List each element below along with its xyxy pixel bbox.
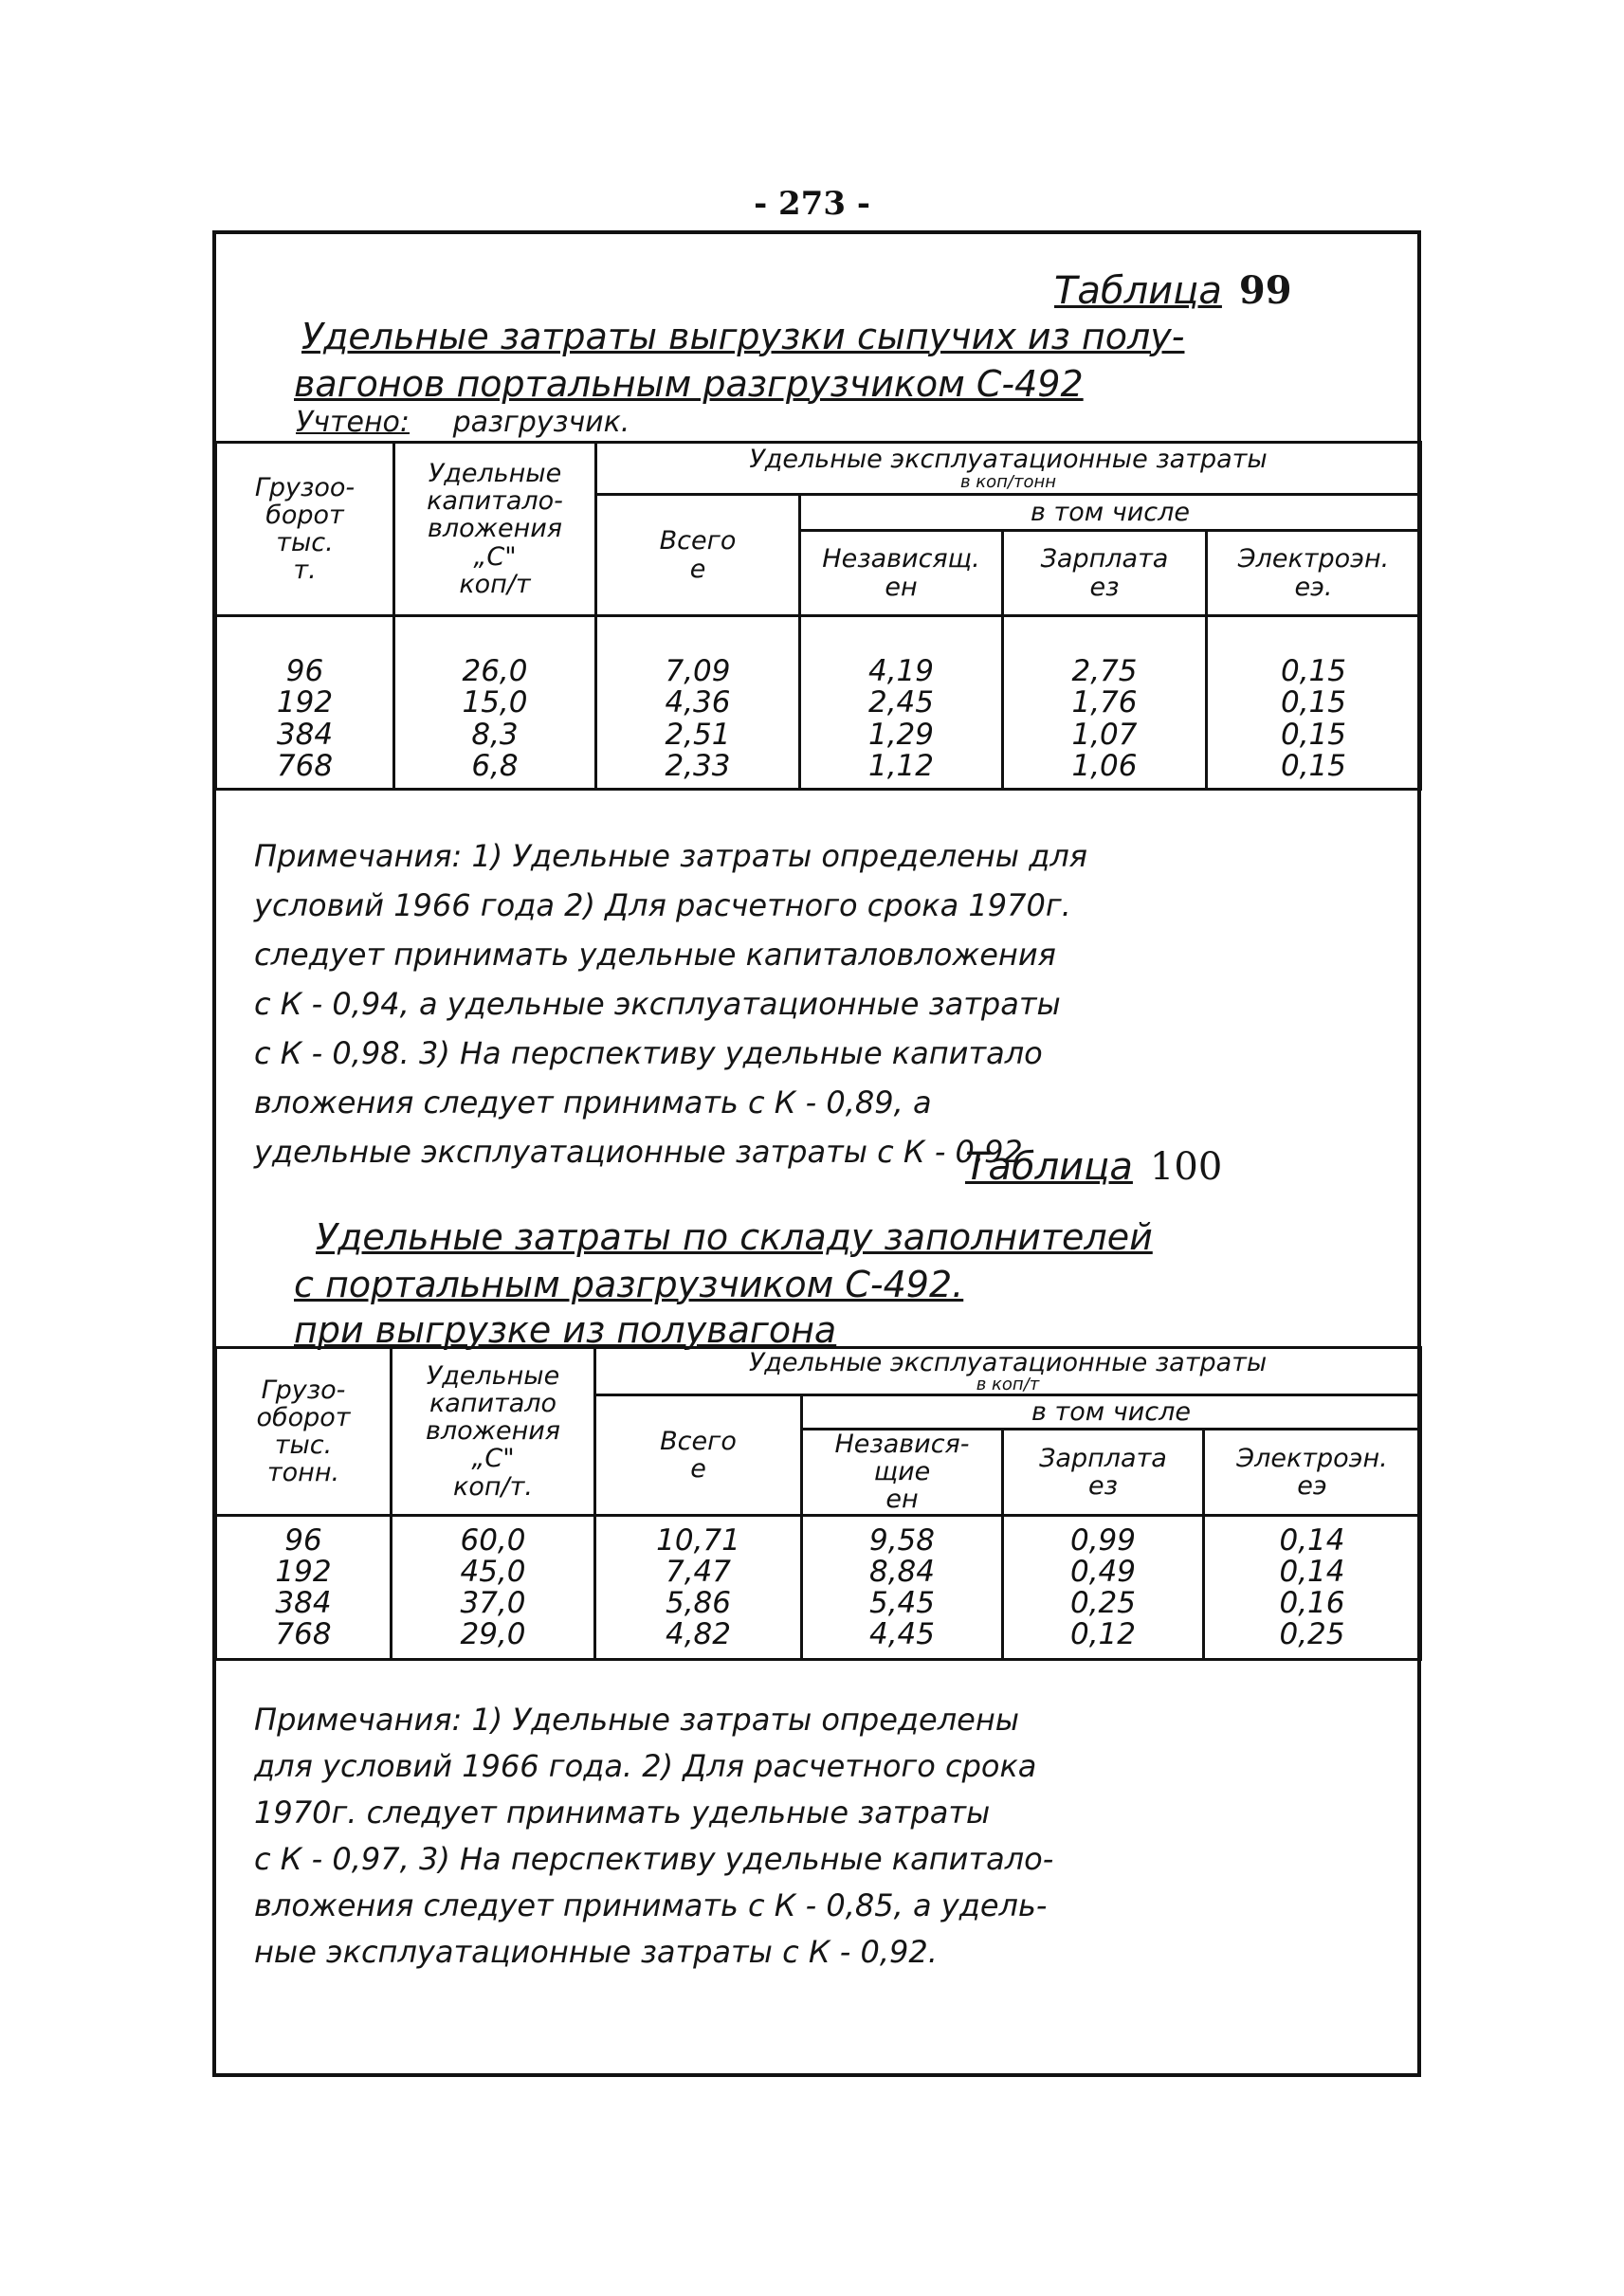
table-100-title-line-1: Удельные затраты по складу заполнителей — [316, 1216, 1153, 1258]
table-99-accounted — [296, 406, 630, 439]
note-line: условий 1966 года 2) Для расчетного срока 1970г. — [254, 887, 1071, 923]
header-total: Всего е — [596, 495, 800, 616]
table-99-label — [1054, 268, 1292, 313]
accounted-label: Учтено: — [296, 406, 411, 439]
header-turnover: Грузо- оборот тыс. тонн. — [216, 1348, 392, 1516]
table-100-number: 100 — [1149, 1145, 1223, 1189]
note-line: с К - 0,94, а удельные эксплуатационные затраты — [254, 986, 1061, 1022]
header-operating-unit: в коп/тонн — [959, 471, 1057, 492]
header-capital: Удельные капитало вложения „С" коп/т. — [392, 1348, 595, 1516]
note-line: Примечания: 1) Удельные затраты определены — [254, 1702, 1020, 1738]
column-total: 10,71 7,47 5,86 4,82 — [595, 1515, 802, 1659]
header-salary: Зарплата ез — [1003, 1430, 1204, 1515]
table-99 — [214, 441, 1422, 791]
note-line: ные эксплуатационные затраты с К - 0,92. — [254, 1934, 938, 1970]
table-100 — [214, 1346, 1422, 1661]
table-100-label — [965, 1145, 1222, 1189]
header-salary: Зарплата ез — [1003, 531, 1207, 616]
header-independent: Независящ. ен — [800, 531, 1003, 616]
note-line: следует принимать удельные капиталовложения — [254, 937, 1056, 973]
column-electricity: 0,14 0,14 0,16 0,25 — [1204, 1515, 1421, 1659]
table-99-title-line-1: Удельные затраты выгрузки сыпучих из полу- — [301, 316, 1185, 357]
column-total: 7,09 4,36 2,51 2,33 — [596, 616, 800, 790]
accounted-value: разгрузчик. — [452, 406, 630, 439]
note-line: вложения следует принимать с К - 0,85, а удель- — [254, 1887, 1048, 1923]
table-100-label-text: Таблица — [965, 1145, 1133, 1189]
column-salary: 2,75 1,76 1,07 1,06 — [1003, 616, 1207, 790]
table-99-number: 99 — [1238, 268, 1292, 313]
table-100-notes — [254, 1697, 1053, 1976]
table-100-title-line-2: с портальным разгрузчиком С-492. — [294, 1264, 964, 1305]
column-independent: 9,58 8,84 5,45 4,45 — [802, 1515, 1003, 1659]
table-99-notes — [254, 831, 1087, 1176]
note-line: с К - 0,97, 3) На перспективу удельные капитало- — [254, 1841, 1054, 1877]
note-line: вложения следует принимать с К - 0,89, а — [254, 1084, 932, 1121]
table-100-title-line-3: при выгрузке из полувагона — [294, 1309, 837, 1351]
header-including: в том числе — [800, 495, 1421, 531]
note-line: с К - 0,98. 3) На перспективу удельные капитало — [254, 1035, 1043, 1071]
header-operating: Удельные эксплуатационные затраты в коп/т — [595, 1348, 1421, 1395]
note-line: Примечания: 1) Удельные затраты определены для — [254, 838, 1088, 874]
header-independent: Независя- щие ен — [802, 1430, 1003, 1515]
column-turnover: 96 192 384 768 — [216, 616, 394, 790]
note-line: для условий 1966 года. 2) Для расчетного срока — [254, 1748, 1037, 1784]
header-electricity: Электроэн. еэ. — [1207, 531, 1421, 616]
header-operating: Удельные эксплуатационные затраты в коп/тонн — [596, 443, 1421, 495]
column-turnover: 96 192 384 768 — [216, 1515, 392, 1659]
header-capital: Удельные капитало- вложения „С" коп/т — [394, 443, 596, 616]
note-line: удельные эксплуатационные затраты с К - 0,92 — [254, 1134, 1023, 1170]
note-line: 1970г. следует принимать удельные затраты — [254, 1795, 991, 1831]
header-including: в том числе — [802, 1395, 1421, 1430]
page-number: - 273 - — [754, 185, 870, 223]
column-salary: 0,99 0,49 0,25 0,12 — [1003, 1515, 1204, 1659]
table-99-title-line-2: вагонов портальным разгрузчиком С-492 — [294, 363, 1084, 405]
column-electricity: 0,15 0,15 0,15 0,15 — [1207, 616, 1421, 790]
column-capital: 60,0 45,0 37,0 29,0 — [392, 1515, 595, 1659]
header-electricity: Электроэн. еэ — [1204, 1430, 1421, 1515]
column-independent: 4,19 2,45 1,29 1,12 — [800, 616, 1003, 790]
header-total: Всего е — [595, 1395, 802, 1515]
table-99-label-text: Таблица — [1054, 269, 1222, 313]
header-turnover: Грузоо- борот тыс. т. — [216, 443, 394, 616]
header-operating-unit: в коп/т — [976, 1375, 1040, 1395]
column-capital: 26,0 15,0 8,3 6,8 — [394, 616, 596, 790]
